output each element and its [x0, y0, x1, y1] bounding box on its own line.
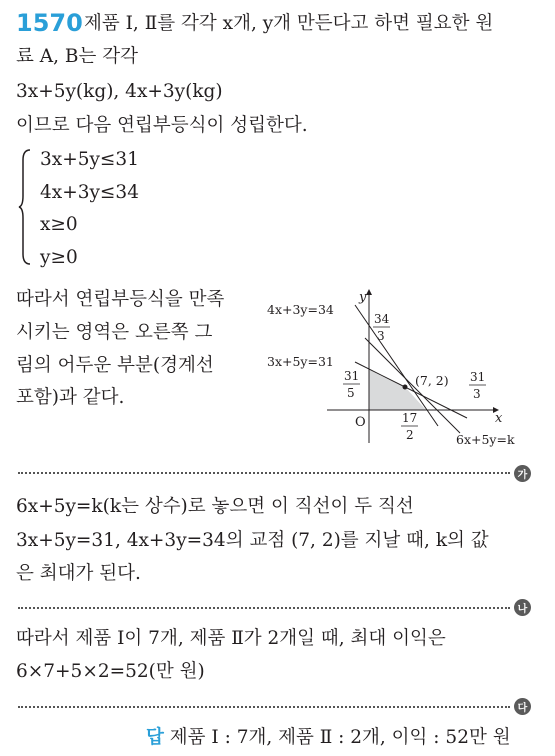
inequality-4: y≥0 [40, 247, 78, 268]
x-int-line1-num: 17 [402, 411, 418, 425]
x-axis-label: x [495, 411, 503, 426]
x-int-line2-den: 3 [473, 387, 481, 401]
line2-label: 3x+5y=31 [267, 354, 334, 369]
origin-label: O [355, 415, 366, 430]
line1-label: 4x+3y=34 [267, 302, 334, 317]
y-int-line1-num: 34 [374, 312, 390, 326]
intersection-label: (7, 2) [415, 373, 449, 388]
dotted-divider-c [18, 706, 510, 708]
feasible-region-graph [255, 283, 550, 453]
answer-line [146, 727, 511, 749]
intro-line-1: 제품 Ⅰ, Ⅱ를 각각 x개, y개 만든다고 하면 필요한 원 [84, 13, 494, 34]
intro-line-2: 료 A, B는 각각 [16, 46, 138, 67]
dotted-divider-a [18, 472, 510, 474]
region-text-1: 따라서 연립부등식을 만족 [16, 289, 225, 310]
expression-line: 3x+5y(kg), 4x+3y(kg) [16, 81, 223, 102]
inequality-3: x≥0 [40, 214, 78, 235]
y-axis-label: y [359, 290, 367, 305]
inequality-2: 4x+3y≤34 [40, 182, 139, 203]
y-int-line2-num: 31 [344, 369, 360, 383]
step-marker-b: 나 [514, 599, 531, 616]
left-brace [18, 148, 32, 266]
region-text-3: 림의 어두운 부분(경계선 [16, 355, 214, 376]
step-marker-a: 가 [514, 465, 531, 482]
y-int-line1-den: 3 [377, 329, 385, 343]
region-text-4: 포함)과 같다. [16, 387, 125, 408]
x-int-line2-num: 31 [470, 370, 486, 384]
answer-text: 제품 Ⅰ : 7개, 제품 Ⅱ : 2개, 이익 : 52만 원 [169, 727, 511, 748]
step-b-line-1: 따라서 제품 Ⅰ이 7개, 제품 Ⅱ가 2개일 때, 최대 이익은 [16, 628, 446, 649]
dotted-divider-b [18, 607, 510, 609]
inequality-1: 3x+5y≤31 [40, 149, 139, 170]
intersection-point [403, 385, 408, 390]
step-a-line-2: 3x+5y=31, 4x+3y=34의 교점 (7, 2)를 지날 때, k의 값 [16, 530, 489, 551]
since-line: 이므로 다음 연립부등식이 성립한다. [16, 115, 308, 136]
answer-label: 답 [146, 727, 164, 748]
step-marker-c: 다 [514, 698, 531, 715]
step-b-line-2: 6×7+5×2=52(만 원) [16, 661, 205, 682]
problem-header [16, 9, 83, 37]
x-int-line1-den: 2 [406, 428, 414, 442]
step-a-line-3: 은 최대가 된다. [16, 563, 141, 584]
step-a-line-1: 6x+5y=k(k는 상수)로 놓으면 이 직선이 두 직선 [16, 496, 414, 517]
objective-label: 6x+5y=k [456, 432, 515, 447]
problem-number: 1570 [16, 9, 83, 37]
y-int-line2-den: 5 [347, 386, 355, 400]
region-text-2: 시키는 영역은 오른쪽 그 [16, 322, 213, 343]
